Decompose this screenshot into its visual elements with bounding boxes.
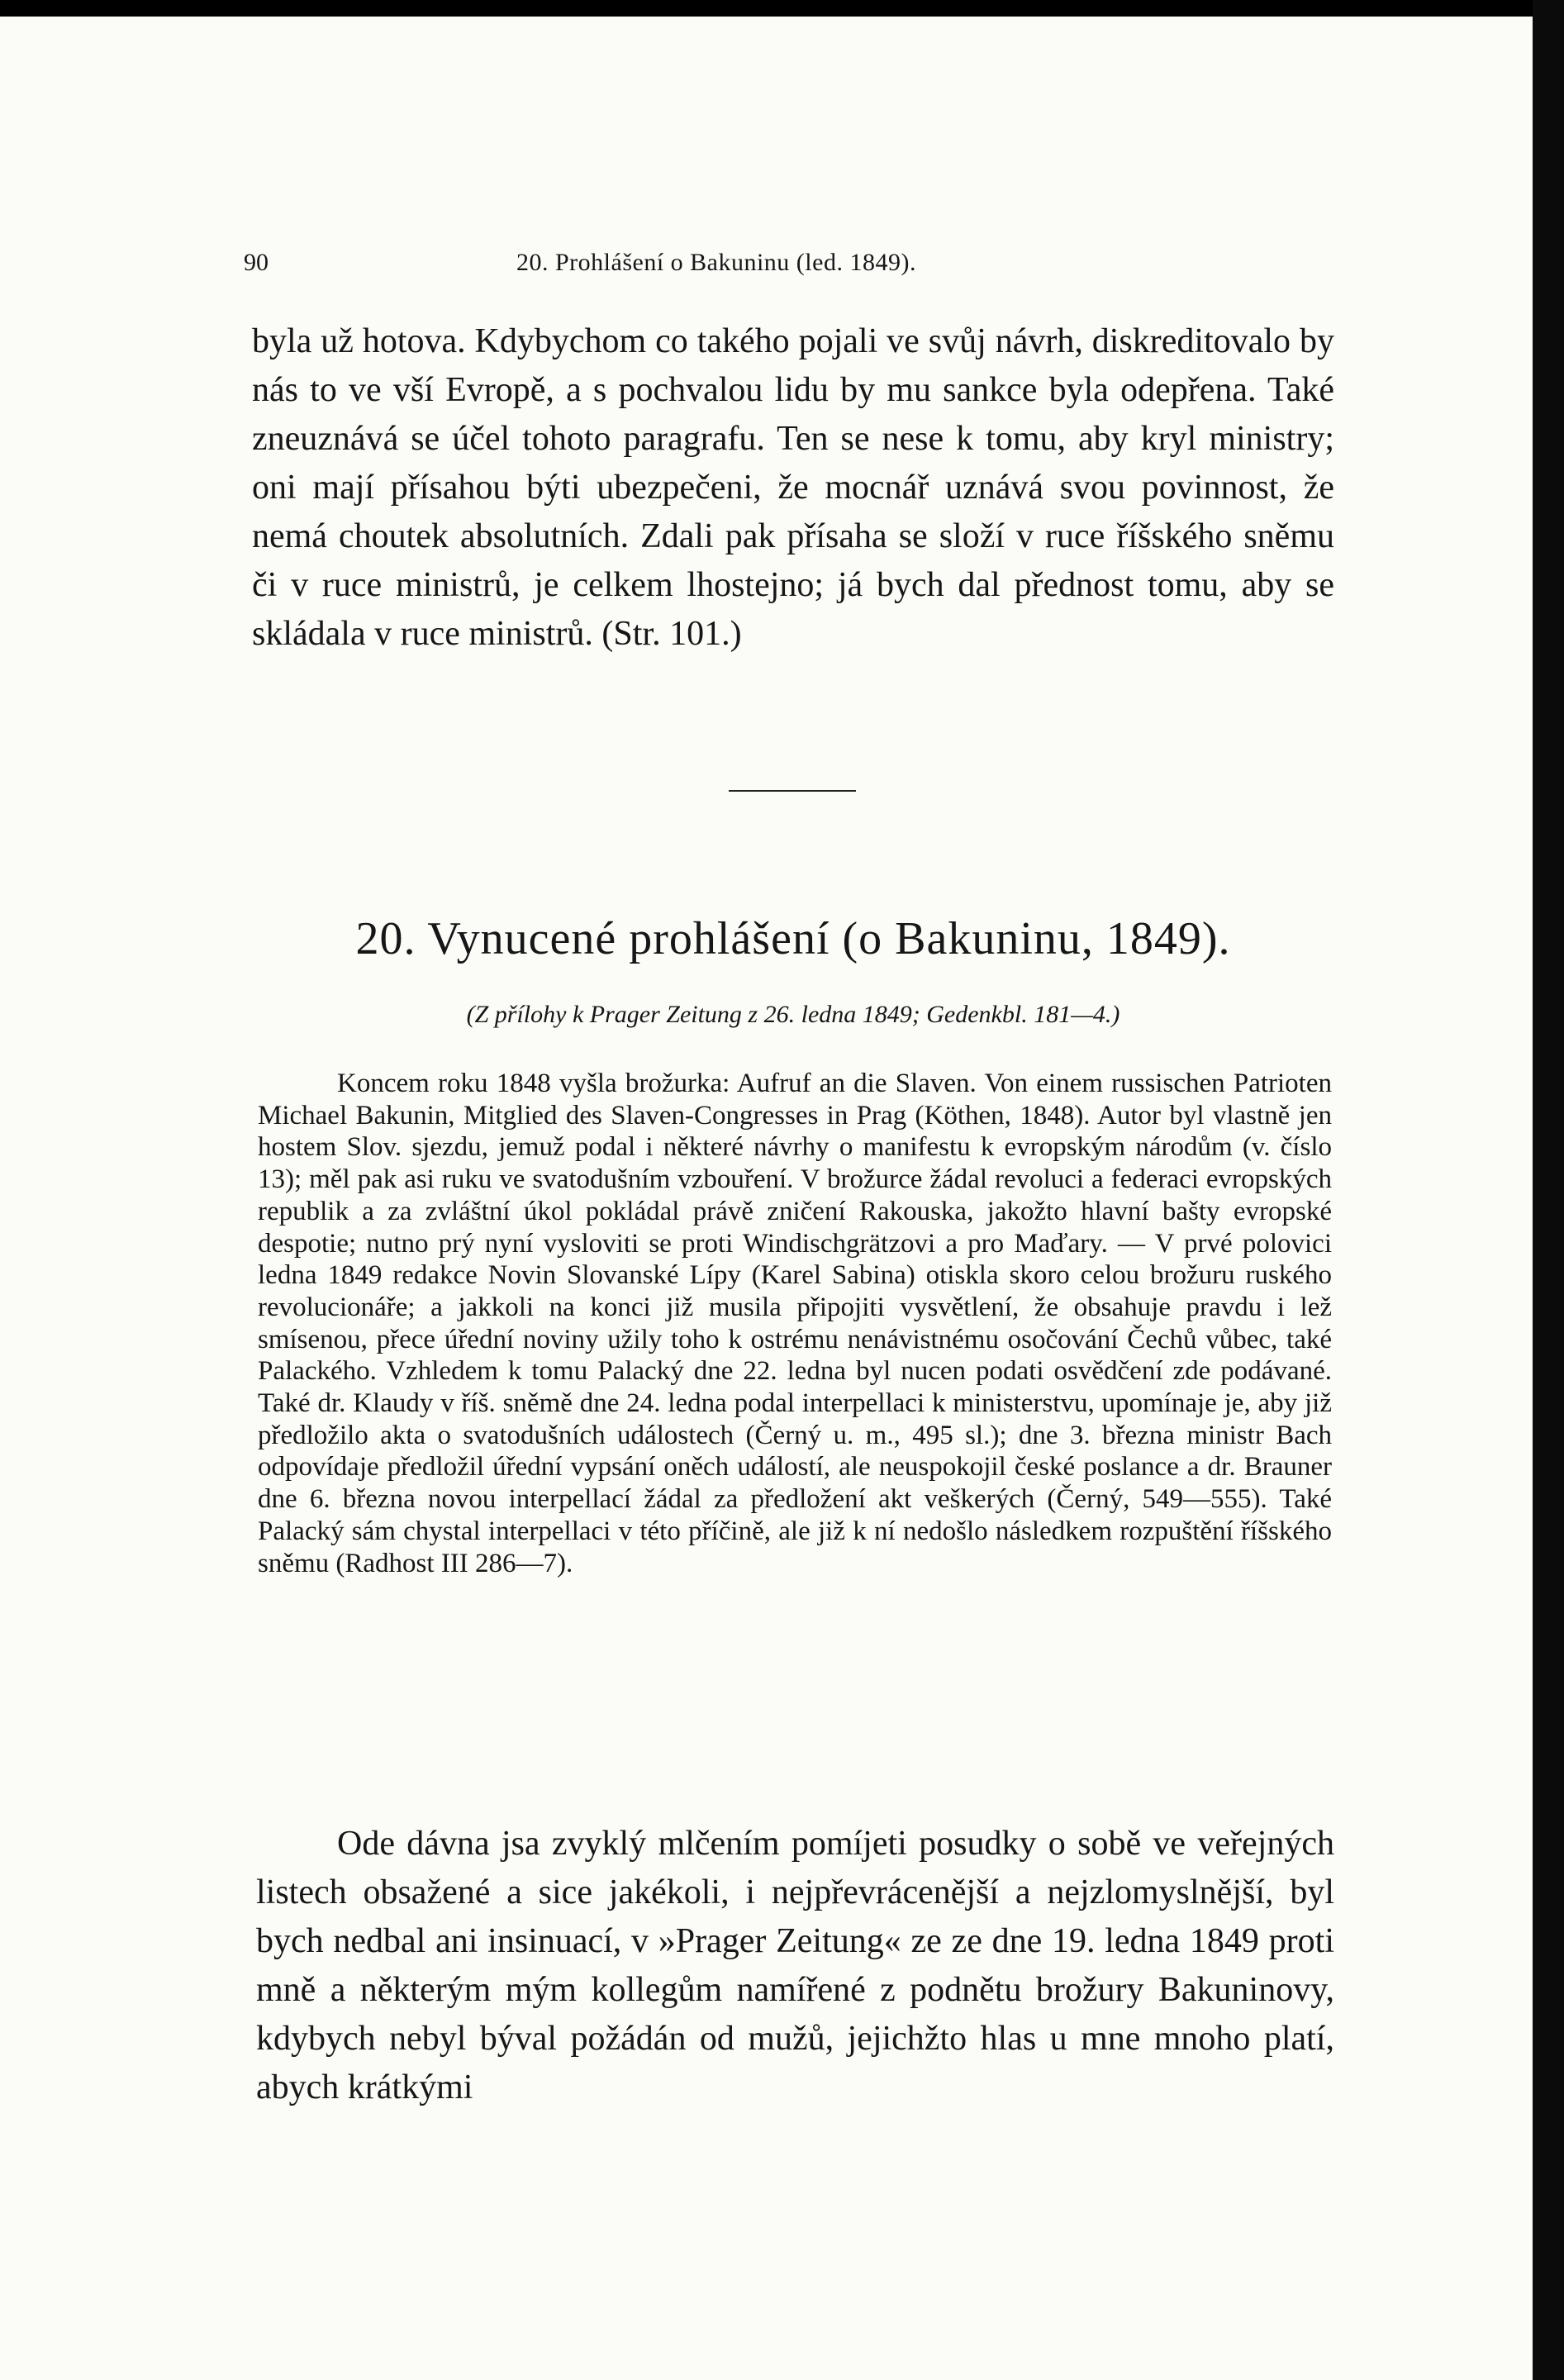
section-title: 20. Vynucené prohlášení (o Bakuninu, 1849). (355, 913, 1231, 964)
running-head: 20. Prohlášení o Bakuninu (led. 1849). (516, 249, 916, 276)
scan-top-border (0, 0, 1564, 17)
page-number: 90 (244, 249, 269, 276)
page-header (244, 238, 1343, 288)
continued-paragraph: byla už hotova. Kdybychom co takého pojali ve svůj návrh, diskreditovalo by nás to ve vší Evropě, a s pochvalou lidu by mu sankce byla odepřena. Také zneuznává se účel tohoto paragrafu. Ten se nese k tomu, aby kryl ministry; oni mají přísahou býti ubezpečeni, že mocnář uznává svou povinnost, že nemá choutek absolutních. Zdali pak přísaha se složí v ruce říšského sněmu či v ruce ministrů, je celkem lhostejno; já bych dal přednost tomu, aby se skládala v ruce ministrů. (Str. 101.) (252, 322, 1334, 653)
declaration-text: Ode dávna jsa zvyklý mlčením pomíjeti posudky o sobě ve veřejných listech obsažené a sice jakékoli, i nejpřevrácenější a nejzlomyslnější, byl bych nedbal ani insinuací, v »Prager Zeitung« ze ze dne 19. ledna 1849 proti mně a některým mým kollegům namířené z podnětu brožury Bakuninovy, kdybych nebyl býval požádán od mužů, jejichžto hlas u mne mnoho platí, abych krátkými (256, 1825, 1334, 2106)
scan-right-border (1533, 0, 1564, 2380)
editorial-introduction: Koncem roku 1848 vyšla brožurka: Aufruf an die Slaven. Von einem russischen Patrioten Michael Bakunin, Mitglied des Slaven-Congresses in Prag (Köthen, 1848). Autor byl vlastně jen hostem Slov. sjezdu, jemuž podal i některé návrhy o manifestu k evropským národům (v. číslo 13); měl pak asi ruku ve svatodušním vzbouření. V brožurce žádal revoluci a federaci evropských republik a za zvláštní úkol pokládal právě zničení Rakouska, jakožto hlavní bašty evropské despotie; nutno prý nyní vysloviti se proti Windischgrätzovi a pro Maďary. — V prvé polovici ledna 1849 redakce Novin Slovanské Lípy (Karel Sabina) otiskla skoro celou brožuru ruského revolucionáře; a jakkoli na konci již musila připojiti vysvětlení, že obsahuje pravdu i lež smísenou, přece úřední noviny užily toho k ostrému nenávistnému osočování Čechů vůbec, také Palackého. Vzhledem k tomu Palacký dne 22. ledna byl nucen podati osvědčení zde podávané. Také dr. Klaudy v říš. sněmě dne 24. ledna podal interpellaci k ministerstvu, upomínaje je, aby již předložilo akta o svatodušních událostech (Černý u. m., 495 sl.); dne 3. března ministr Bach odpovídaje předložil úřední vypsání oněch událostí, ale neuspokojil české poslance a dr. Brauner dne 6. března novou interpellací žádal za předložení akt veškerých (Černý, 549—555). Také Palacký sám chystal interpellaci v této příčině, ale již k ní nedošlo následkem rozpuštění říšského sněmu (Radhost III 286—7). (258, 1069, 1332, 1578)
source-note: (Z přílohy k Prager Zeitung z 26. ledna 1849; Gedenkbl. 181—4.) (466, 1001, 1120, 1028)
section-divider (729, 790, 856, 792)
book-page (0, 17, 1533, 2380)
